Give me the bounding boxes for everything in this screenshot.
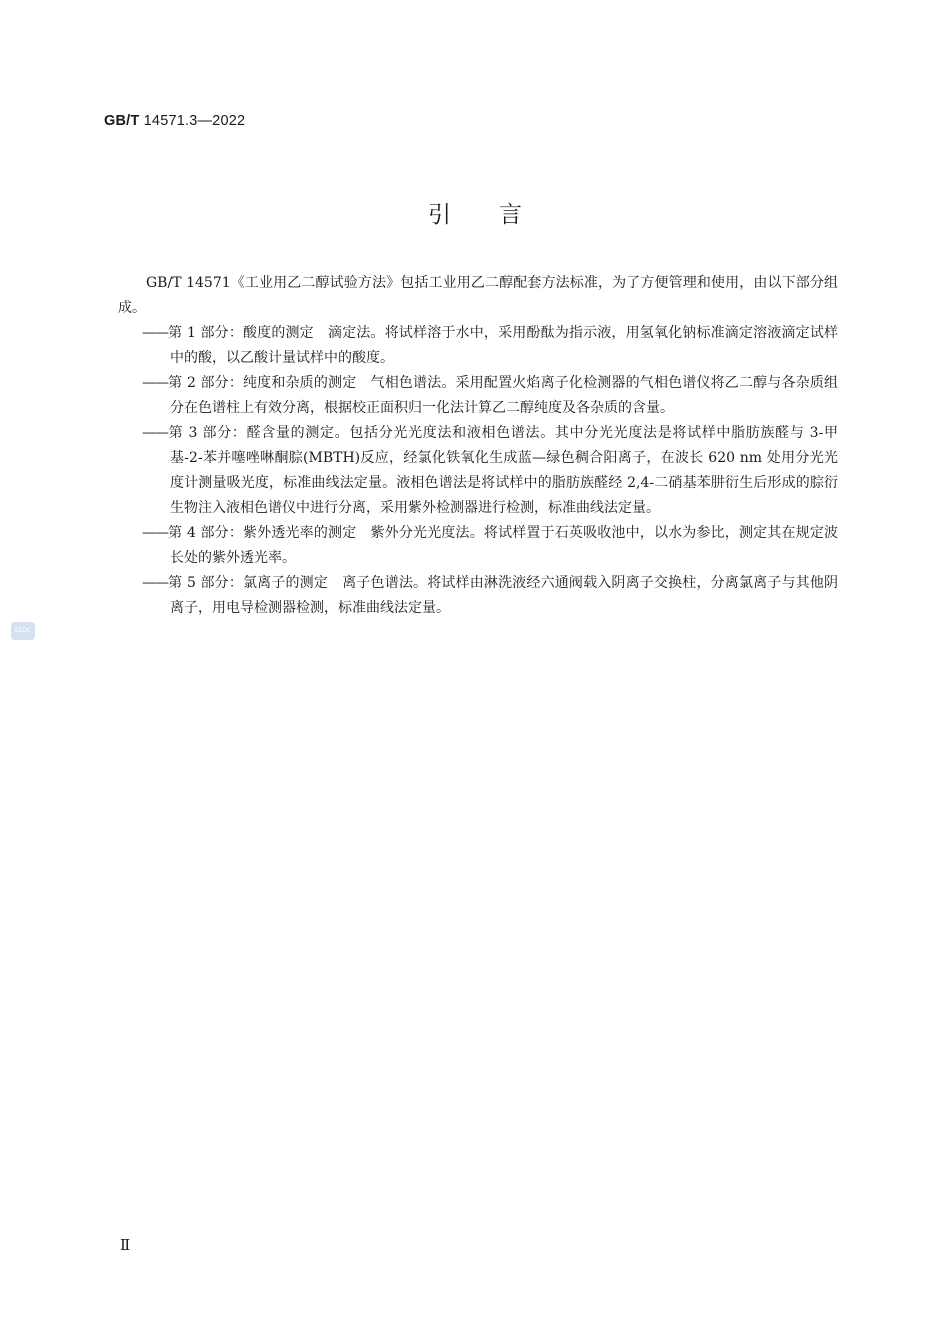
- page-number: Ⅱ: [120, 1238, 131, 1254]
- dash-marker: ——: [142, 525, 168, 541]
- list-item: [118, 521, 838, 571]
- list-item: [118, 421, 838, 521]
- watermark-logo: SZDC: [11, 622, 35, 640]
- list-item-text: 第 5 部分：氯离子的测定 离子色谱法。将试样由淋洗液经六通阀载入阴离子交换柱，分离氯离子与其他阴离子，用电导检测器检测，标准曲线法定量。: [168, 575, 838, 616]
- list-item: [118, 571, 838, 621]
- parts-list: [118, 321, 838, 621]
- list-item-text: 第 3 部分：醛含量的测定。包括分光光度法和液相色谱法。其中分光光度法是将试样中脂肪族醛与 3-甲基-2-苯并噻唑啉酮腙(MBTH)反应，经氯化铁氧化生成蓝—绿色稠合阳离子，在波长 620 nm 处用分光光度计测量吸光度，标准曲线法定量。液相色谱法是将试样中的脂肪族醛经 2,4-二硝基苯肼衍生后形成的腙衍生物注入液相色谱仪中进行分离，采用紫外检测器进行检测，标准曲线法定量。: [168, 425, 838, 516]
- list-item-text: 第 4 部分：紫外透光率的测定 紫外分光光度法。将试样置于石英吸收池中，以水为参比，测定其在规定波长处的紫外透光率。: [168, 525, 838, 566]
- dash-marker: ——: [142, 425, 168, 441]
- standard-number: 14571.3—2022: [143, 113, 246, 129]
- intro-paragraph: GB/T 14571《工业用乙二醇试验方法》包括工业用乙二醇配套方法标准，为了方便管理和使用，由以下部分组成。: [118, 275, 838, 316]
- list-item-text: 第 2 部分：纯度和杂质的测定 气相色谱法。采用配置火焰离子化检测器的气相色谱仪将乙二醇与各杂质组分在色谱柱上有效分离，根据校正面积归一化法计算乙二醇纯度及各杂质的含量。: [168, 375, 838, 416]
- introduction-body: [118, 271, 838, 621]
- dash-marker: ——: [142, 375, 168, 391]
- list-item: [118, 321, 838, 371]
- standard-prefix: GB/T: [104, 113, 140, 129]
- page-title: 引言: [428, 202, 570, 228]
- list-item: [118, 371, 838, 421]
- standard-code: [104, 113, 245, 129]
- dash-marker: ——: [142, 575, 168, 591]
- list-item-text: 第 1 部分：酸度的测定 滴定法。将试样溶于水中，采用酚酞为指示液，用氢氧化钠标准滴定溶液滴定试样中的酸，以乙酸计量试样中的酸度。: [168, 325, 838, 366]
- dash-marker: ——: [142, 325, 168, 341]
